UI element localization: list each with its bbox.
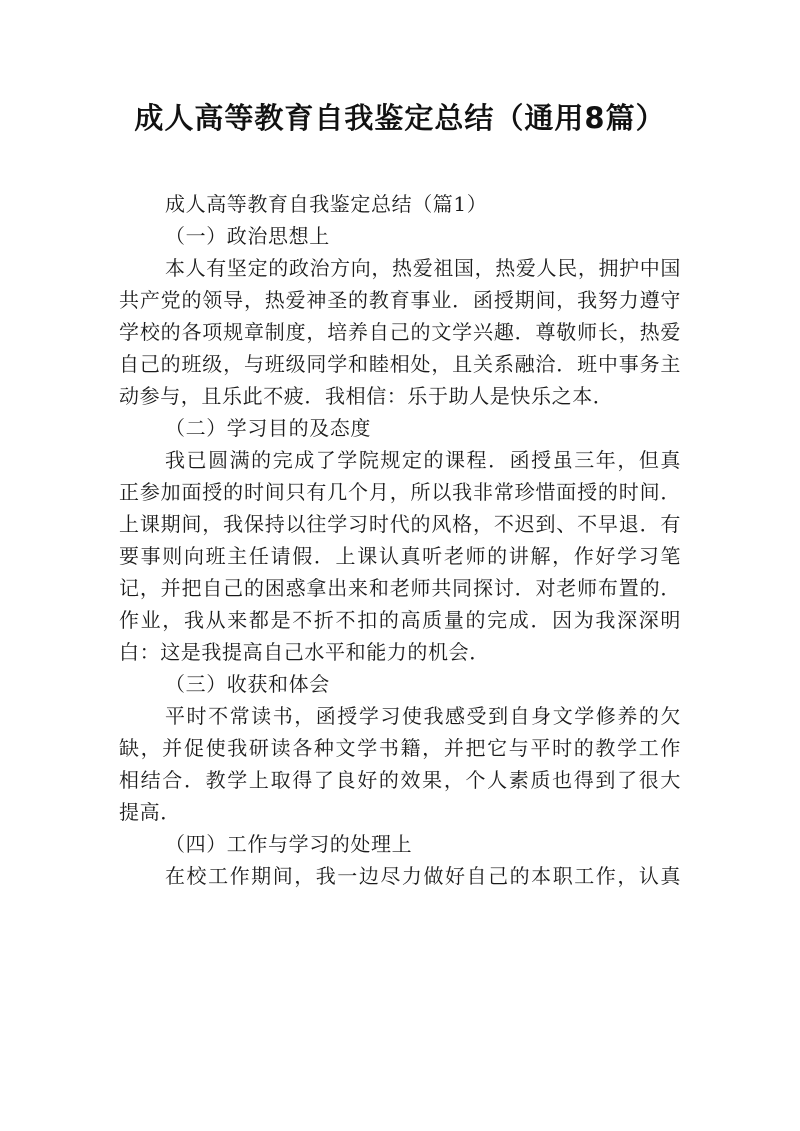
body-text-line: 动参与，且乐此不疲．我相信：乐于助人是快乐之本． [119, 384, 614, 408]
document-body [119, 188, 681, 892]
body-text-line: （一）政治思想上 [165, 224, 330, 248]
body-text-line: 作业，我从来都是不折不扣的高质量的完成．因为我深深明 [119, 608, 681, 632]
body-text-line: （四）工作与学习的处理上 [165, 832, 413, 856]
body-text-line: 缺，并促使我研读各种文学书籍，并把它与平时的教学工作 [119, 736, 681, 760]
body-text-line: 成人高等教育自我鉴定总结（篇1） [165, 192, 488, 216]
body-text-line: （三）收获和体会 [165, 672, 330, 696]
body-text-line: 正参加面授的时间只有几个月，所以我非常珍惜面授的时间． [119, 480, 681, 504]
body-text-line: 要事则向班主任请假．上课认真听老师的讲解，作好学习笔 [119, 544, 681, 568]
body-text-line: 记，并把自己的困惑拿出来和老师共同探讨．对老师布置的． [119, 576, 681, 600]
document-title: 成人高等教育自我鉴定总结（通用8篇） [134, 101, 666, 135]
body-text-line: 本人有坚定的政治方向，热爱祖国，热爱人民，拥护中国 [165, 256, 681, 280]
body-text-line: 相结合．教学上取得了良好的效果，个人素质也得到了很大 [119, 768, 681, 792]
body-text-line: 自己的班级，与班级同学和睦相处，且关系融洽．班中事务主 [119, 352, 681, 376]
body-text-line: 白：这是我提高自己水平和能力的机会． [119, 640, 490, 664]
body-text-line: 学校的各项规章制度，培养自己的文学兴趣．尊敬师长，热爱 [119, 320, 681, 344]
body-text-line: 我已圆满的完成了学院规定的课程．函授虽三年，但真 [165, 448, 681, 472]
body-text-line: 上课期间，我保持以往学习时代的风格，不迟到、不早退．有 [119, 512, 681, 536]
body-text-line: 平时不常读书，函授学习使我感受到自身文学修养的欠 [165, 704, 681, 728]
body-text-line: 共产党的领导，热爱神圣的教育事业．函授期间，我努力遵守 [119, 288, 681, 312]
body-text-line: 提高． [119, 800, 181, 824]
body-text-line: 在校工作期间，我一边尽力做好自己的本职工作，认真 [165, 864, 681, 888]
body-text-line: （二）学习目的及态度 [165, 416, 371, 440]
